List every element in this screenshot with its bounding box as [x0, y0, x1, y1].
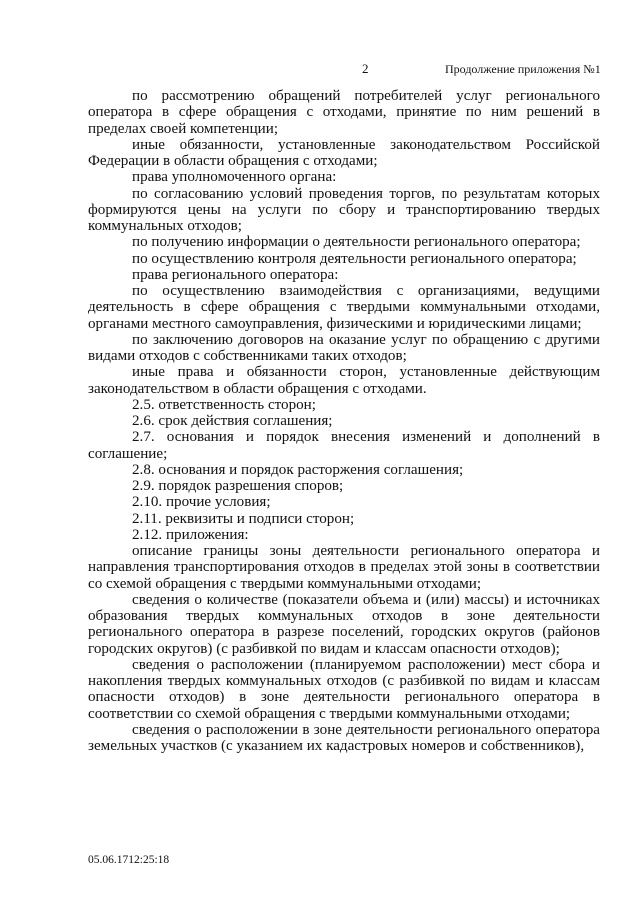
paragraph: иные права и обязанности сторон, установленные действующим законодательством в области обращения с отходами. [88, 364, 600, 397]
footer-stamp: 05.06.1712:25:18 [88, 854, 170, 866]
paragraph: сведения о расположении в зоне деятельности регионального оператора земельных участков (с указанием их кадастровых номеров и собственников), [88, 721, 600, 754]
clause-2-6: 2.6. срок действия соглашения; [132, 413, 333, 429]
page-number: 2 [362, 61, 369, 76]
clause-2-11: 2.11. реквизиты и подписи сторон; [132, 510, 355, 527]
clause-2-5: 2.5. ответственность сторон; [132, 396, 316, 413]
clause-2-8: 2.8. основания и порядок расторжения соглашения; [132, 461, 464, 478]
paragraph: права уполномоченного органа: [132, 169, 337, 186]
paragraph: по рассмотрению обращений потребителей услуг регионального оператора в сфере обращения с отходами, принятие по ним решений в пределах своей компетенции; [88, 88, 600, 137]
paragraph: сведения о количестве (показатели объема и (или) массы) и источниках образования твердых коммунальных отходов в зоне деятельности регионального оператора в разрезе поселений, городских округов (районов городских округов) (с разбивкой по видам и классам опасности отходов); [88, 591, 600, 657]
paragraph: по заключению договоров на оказание услуг по обращению с другими видами отходов с собственниками таких отходов; [88, 331, 600, 364]
paragraph: по согласованию условий проведения торгов, по результатам которых формируются цены на услуги по сбору и транспортированию твердых коммунальных отходов; [88, 185, 600, 234]
paragraph: права регионального оператора: [132, 266, 339, 283]
document-body [88, 88, 600, 754]
paragraph: описание границы зоны деятельности регионального оператора и направления транспортирования отходов в пределах этой зоны в соответствии со схемой обращения с твердыми коммунальными отходами; [88, 543, 600, 592]
paragraph: сведения о расположении (планируемом расположении) мест сбора и накопления твердых коммунальных отходов (с разбивкой по видам и классам опасности отходов) в зоне деятельности регионального оператора в соответствии со схемой обращения с твердыми коммунальными отходами; [88, 656, 600, 722]
clause-2-7: 2.7. основания и порядок внесения изменений и дополнений в соглашение; [88, 429, 600, 462]
paragraph: по осуществлению контроля деятельности регионального оператора; [132, 250, 577, 267]
clause-2-9: 2.9. порядок разрешения споров; [132, 478, 344, 494]
clause-2-10: 2.10. прочие условия; [132, 494, 271, 511]
paragraph: иные обязанности, установленные законодательством Российской Федерации в области обращения с отходами; [88, 136, 600, 169]
paragraph: по осуществлению взаимодействия с организациями, ведущими деятельность в сфере обращения с твердыми коммунальными отходами, органами местного самоуправления, физическими и юридическими лицами; [88, 283, 600, 332]
clause-2-12: 2.12. приложения: [132, 526, 249, 543]
running-header: Продолжение приложения №1 [445, 62, 601, 76]
paragraph: по получению информации о деятельности регионального оператора; [132, 234, 581, 251]
